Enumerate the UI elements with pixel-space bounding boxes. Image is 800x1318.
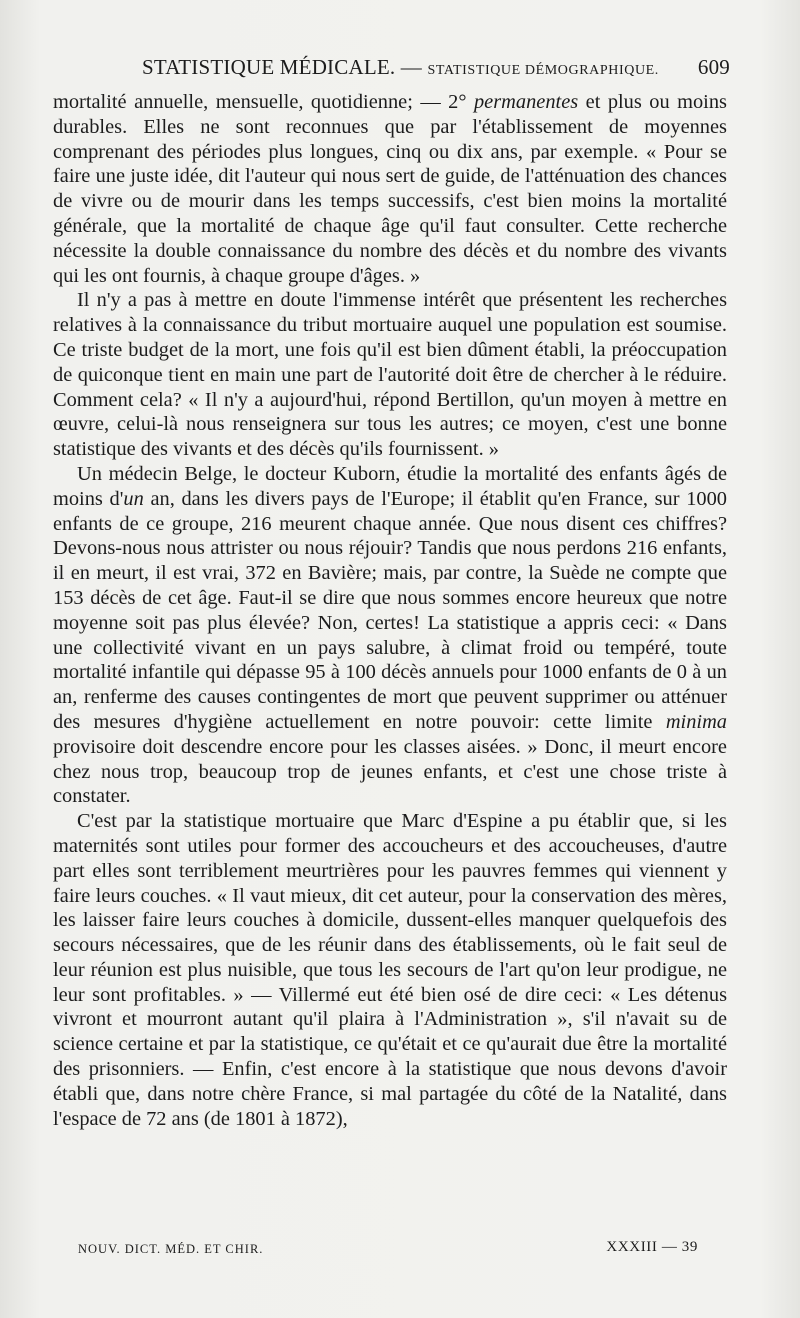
running-title <box>142 55 659 80</box>
running-title-main: STATISTIQUE MÉDICALE. — <box>142 55 428 79</box>
running-header <box>60 55 730 85</box>
paragraph-3: Un médecin Belge, le docteur Kuborn, étudie la mortalité des enfants âgés de moins d'un an, dans les divers pays de l'Europe; il établit qu'en France, sur 1000 enfants de ce groupe, 216 meurent chaque année. Que nous disent ces chiffres? Devons-nous nous attrister ou nous réjouir? Tandis que nous perdons 216 enfants, il en meurt, il est vrai, 372 en Bavière; mais, par contre, la Suède ne compte que 153 décès de cet âge. Faut-il se dire que nous sommes encore heureux que notre moyenne soit pas plus élevée? Non, certes! La statistique a appris ceci: « Dans une collectivité vivant en un pays salubre, à climat froid ou tempéré, toute mortalité infantile qui dépasse 95 à 100 décès annuels pour 1000 enfants de 0 à un an, renferme des causes contingentes de mort que peuvent supprimer ou atténuer des mesures d'hygiène actuellement en notre pouvoir: cette limite minima provisoire doit descendre encore pour les classes aisées. » Donc, il meurt encore chez nous trop, beaucoup trop de jeunes enfants, et c'est une chose triste à constater. <box>53 462 727 808</box>
emphasis-permanentes: permanentes <box>473 91 579 113</box>
footer-volume-sheet: XXXIII — 39 <box>606 1239 698 1255</box>
emphasis-un: un <box>123 487 144 510</box>
emphasis-minima: minima <box>665 710 727 733</box>
paragraph-2: Il n'y a pas à mettre en doute l'immense intérêt que présentent les recherches relatives à la connaissance du tribut mortuaire auquel une population est soumise. Ce triste budget de la mort, une fois qu'il est bien dûment établi, la préoccupation de quiconque tient en main une part de l'autorité doit être de chercher à le réduire. Comment cela? « Il n'y a aujourd'hui, répond Bertillon, qu'un moyen à mettre en œuvre, celui-là nous renseignera sur tous les autres; ce moyen, c'est une bonne statistique des vivants et des décès qu'ils fournissent. » <box>53 289 727 461</box>
paragraph-4: C'est par la statistique mortuaire que Marc d'Espine a pu établir que, si les maternités sont utiles pour former des accoucheurs et des accoucheuses, d'autre part elles sont terriblement meurtrières pour les pauvres femmes qui viennent y faire leurs couches. « Il vaut mieux, dit cet auteur, pour la conservation des mères, les laisser faire leurs couches à domicile, dussent-elles manquer quelquefois des secours nécessaires, que de les réunir dans des établissements, où le fait seul de leur réunion est plus nuisible, que tous les secours de l'art qu'on leur prodigue, ne leur sont profitables. » — Villermé eut été bien osé de dire ceci: « Les détenus vivront et mourront autant qu'il plaira à l'Administration », s'il n'avait su de science certaine et par la statistique, ce qu'était et ce qu'aurait due être la mortalité des prisonniers. — Enfin, c'est encore à la statistique que nous devons d'avoir établi que, dans notre chère France, si mal partagée du côté de la Natalité, dans l'espace de 72 ans (de 1801 à 1872), <box>53 810 727 1130</box>
footer-signature: NOUV. DICT. MÉD. ET CHIR. <box>78 1242 264 1256</box>
running-title-sub: STATISTIQUE DÉMOGRAPHIQUE. <box>427 63 659 78</box>
body-text <box>53 90 727 1131</box>
page-footer <box>78 1240 698 1262</box>
page-number: 609 <box>697 55 730 79</box>
paragraph-1: mortalité annuelle, mensuelle, quotidienne; — 2° permanentes et plus ou moins durables. Elles ne sont reconnues que par l'établissement de moyennes comprenant des périodes plus longues, cinq ou dix ans, par exemple. « Pour se faire une juste idée, dit l'auteur qui nous sert de guide, de l'atténuation des chances de vivre ou de mourir dans les temps successifs, c'est bien moins la mortalité générale, que la mortalité de chaque âge qu'il faut consulter. Cette recherche nécessite la double connaissance du nombre des décès et du nombre des vivants qui les ont fournis, à chaque groupe d'âges. » <box>53 91 727 287</box>
